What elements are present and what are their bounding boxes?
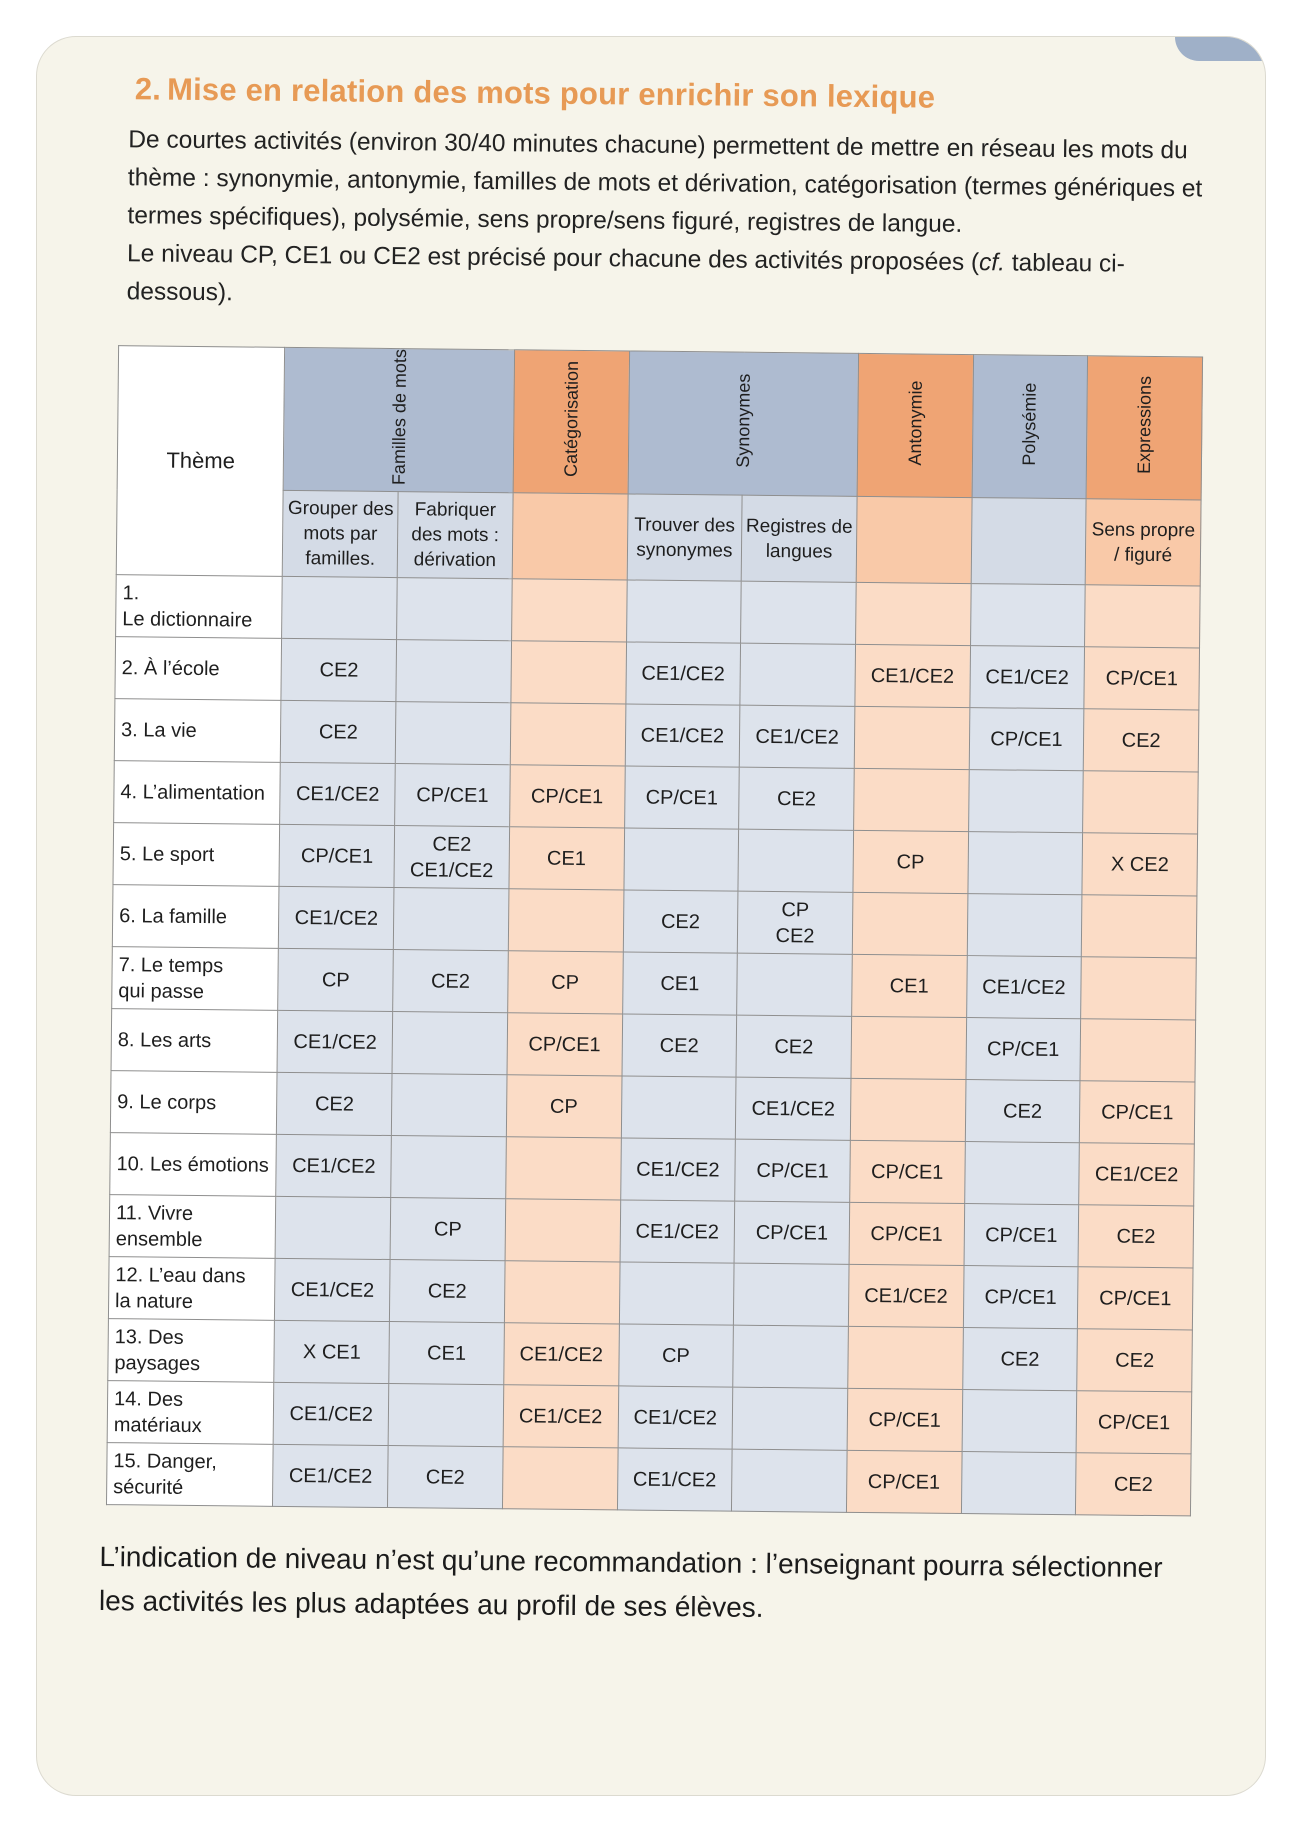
table-row — [112, 885, 1197, 958]
table-row — [114, 699, 1199, 772]
level-cell-grouper: CP/CE1 — [279, 824, 394, 887]
level-cell-categorisation — [502, 1447, 617, 1510]
level-cell-trouver — [626, 580, 741, 643]
intro-p2-end: tableau ci-dessous). — [126, 249, 1126, 307]
level-cell-grouper: CE1/CE2 — [275, 1258, 390, 1321]
level-cell-sens: CE2 — [1076, 1453, 1191, 1516]
level-cell-antonymie: CP/CE1 — [847, 1388, 962, 1451]
level-cell-polysemie — [970, 584, 1085, 647]
level-cell-sens: CE2 — [1078, 1205, 1193, 1268]
level-cell-registres: CE2 — [739, 767, 854, 830]
level-cell-registres — [737, 953, 852, 1016]
theme-cell: 6. La famille — [112, 885, 279, 949]
header-familles-label: Familles de mots — [388, 348, 410, 486]
level-cell-grouper: CE1/CE2 — [280, 762, 395, 825]
level-cell-registres — [740, 643, 855, 706]
level-cell-polysemie: CP/CE1 — [963, 1266, 1078, 1329]
level-cell-registres: CE1/CE2 — [739, 705, 854, 768]
level-cell-antonymie — [855, 582, 970, 645]
intro-text — [126, 121, 1204, 322]
theme-cell: 7. Le temps qui passe — [112, 947, 279, 1011]
level-cell-categorisation: CE1/CE2 — [503, 1385, 618, 1448]
section-number: 2. — [134, 71, 162, 107]
level-cell-fabriquer — [392, 1012, 507, 1075]
theme-header: Thème — [116, 346, 285, 577]
level-cell-sens: CE1/CE2 — [1079, 1143, 1194, 1206]
level-cell-sens: CP/CE1 — [1084, 647, 1199, 710]
level-cell-grouper: CE2 — [277, 1072, 392, 1135]
level-cell-sens: CE2 — [1083, 709, 1198, 772]
table-row — [116, 575, 1201, 648]
level-cell-categorisation — [511, 641, 626, 704]
level-cell-registres: CP CE2 — [737, 891, 852, 954]
level-cell-fabriquer — [392, 1074, 507, 1137]
section-title-text: Mise en relation des mots pour enrichir son lexique — [166, 71, 936, 115]
level-cell-categorisation: CE1 — [509, 827, 624, 890]
level-cell-categorisation — [504, 1261, 619, 1324]
table-row — [111, 1009, 1196, 1082]
level-cell-polysemie: CP/CE1 — [964, 1204, 1079, 1267]
header-polysemie — [972, 355, 1088, 499]
theme-cell: 11. Vivre ensemble — [109, 1195, 276, 1259]
level-cell-registres — [733, 1325, 848, 1388]
level-cell-sens: X CE2 — [1082, 833, 1197, 896]
subheader-categorisation-empty — [512, 493, 628, 580]
level-cell-antonymie — [853, 768, 968, 831]
level-cell-trouver — [621, 1076, 736, 1139]
header-synonymes — [628, 351, 859, 496]
subheader-fabriquer — [397, 492, 513, 579]
table-body — [106, 575, 1200, 1516]
level-cell-registres — [732, 1387, 847, 1450]
level-cell-fabriquer: CE2 — [388, 1446, 503, 1509]
level-cell-antonymie: CP/CE1 — [846, 1450, 961, 1513]
level-cell-trouver: CE1 — [622, 952, 737, 1015]
table-row — [110, 1071, 1195, 1144]
level-cell-polysemie: CE1/CE2 — [966, 956, 1081, 1019]
level-cell-antonymie: CP — [853, 830, 968, 893]
level-cell-fabriquer: CP/CE1 — [395, 764, 510, 827]
subheader-fabriquer-label: Fabriquer des mots : dérivation — [411, 499, 500, 572]
table-row — [114, 761, 1199, 834]
level-cell-grouper: CE1/CE2 — [279, 886, 394, 949]
level-cell-antonymie: CP/CE1 — [849, 1202, 964, 1265]
subheader-sens — [1085, 499, 1201, 586]
level-cell-sens — [1083, 771, 1198, 834]
subheader-polysemie-empty — [971, 498, 1087, 585]
level-cell-grouper: CE1/CE2 — [277, 1010, 392, 1073]
header-categorisation-label: Catégorisation — [560, 360, 582, 478]
header-synonymes-label: Synonymes — [732, 373, 754, 468]
level-cell-trouver: CE1/CE2 — [617, 1448, 732, 1511]
table-row — [106, 1443, 1191, 1516]
level-cell-categorisation: CE1/CE2 — [504, 1323, 619, 1386]
header-expressions — [1086, 356, 1202, 500]
table-row — [112, 947, 1197, 1020]
level-cell-polysemie: CE2 — [962, 1328, 1077, 1391]
theme-cell: 15. Danger, sécurité — [106, 1443, 273, 1507]
table-row — [107, 1381, 1192, 1454]
theme-cell: 13. Des paysages — [108, 1319, 275, 1383]
theme-cell: 10. Les émotions — [110, 1133, 277, 1197]
theme-cell: 2. À l’école — [115, 637, 282, 701]
level-cell-fabriquer: CE2 CE1/CE2 — [394, 826, 509, 889]
level-cell-trouver — [623, 828, 738, 891]
table-row — [113, 823, 1198, 896]
level-cell-trouver: CE1/CE2 — [625, 642, 740, 705]
level-cell-trouver: CP — [618, 1324, 733, 1387]
level-cell-trouver: CE1/CE2 — [618, 1386, 733, 1449]
table-row — [109, 1195, 1194, 1268]
header-antonymie-label: Antonymie — [904, 379, 926, 466]
level-cell-polysemie — [967, 894, 1082, 957]
level-cell-sens: CP/CE1 — [1080, 1081, 1195, 1144]
level-cell-fabriquer: CP — [390, 1198, 505, 1261]
level-cell-registres: CE1/CE2 — [736, 1077, 851, 1140]
subheader-registres-label: Registres de langues — [745, 515, 853, 563]
level-cell-trouver: CP/CE1 — [624, 766, 739, 829]
level-cell-trouver: CE1/CE2 — [625, 704, 740, 767]
level-cell-sens — [1085, 585, 1200, 648]
level-cell-categorisation — [508, 889, 623, 952]
subheader-trouver-label: Trouver des synonymes — [634, 514, 736, 562]
section-title — [135, 71, 1217, 118]
level-cell-grouper: CE2 — [281, 638, 396, 701]
level-cell-polysemie: CE1/CE2 — [969, 646, 1084, 709]
header-familles — [284, 347, 515, 492]
level-cell-categorisation — [510, 703, 625, 766]
level-cell-fabriquer — [393, 888, 508, 951]
theme-cell: 14. Des matériaux — [107, 1381, 274, 1445]
level-cell-fabriquer: CE1 — [389, 1322, 504, 1385]
level-cell-antonymie: CP/CE1 — [850, 1140, 965, 1203]
subheader-grouper — [283, 490, 399, 577]
table-row — [108, 1257, 1193, 1330]
theme-cell: 8. Les arts — [111, 1009, 278, 1073]
level-cell-antonymie: CE1/CE2 — [848, 1264, 963, 1327]
level-cell-registres — [738, 829, 853, 892]
header-polysemie-label: Polysémie — [1019, 382, 1041, 466]
intro-p2-start: Le niveau CP, CE1 ou CE2 est précisé pour chacune des activités proposées ( — [126, 240, 980, 277]
level-cell-polysemie — [961, 1452, 1076, 1515]
theme-cell: 1. Le dictionnaire — [116, 575, 283, 639]
theme-cell: 12. L’eau dans la nature — [108, 1257, 275, 1321]
level-cell-grouper: CE1/CE2 — [274, 1382, 389, 1445]
level-cell-grouper: X CE1 — [274, 1320, 389, 1383]
table-header-row — [117, 346, 1202, 500]
level-cell-sens: CE2 — [1077, 1329, 1192, 1392]
level-cell-sens: CP/CE1 — [1078, 1267, 1193, 1330]
level-cell-fabriquer — [395, 702, 510, 765]
theme-cell: 5. Le sport — [113, 823, 280, 887]
intro-paragraph-2 — [126, 235, 1203, 322]
footnote: L’indication de niveau n’est qu’une recommandation : l’enseignant pourra sélectionner les activités les plus adaptées au profil de ses élèves. — [98, 1541, 1163, 1624]
level-cell-categorisation: CP — [506, 1075, 621, 1138]
level-cell-registres: CP/CE1 — [735, 1139, 850, 1202]
level-cell-categorisation — [506, 1137, 621, 1200]
intro-paragraph-1: De courtes activités (environ 30/40 minutes chacune) permettent de mettre en réseau les mots du thème : synonymie, antonymie, familles de mots et dérivation, catégorisation (termes génériques et termes spécifiques), polysémie, sens propre/sens figuré, registres de langue. — [127, 126, 1203, 238]
subheader-registres — [741, 495, 857, 582]
page-content — [90, 71, 1216, 1663]
level-cell-trouver — [619, 1262, 734, 1325]
level-cell-grouper — [276, 1196, 391, 1259]
level-cell-registres — [734, 1263, 849, 1326]
level-cell-polysemie — [968, 770, 1083, 833]
level-cell-grouper — [282, 576, 397, 639]
intro-p2-cf: cf. — [978, 249, 1006, 277]
header-categorisation — [513, 350, 629, 494]
level-cell-antonymie — [852, 892, 967, 955]
level-cell-sens: CP/CE1 — [1076, 1391, 1191, 1454]
level-cell-fabriquer: CE2 — [393, 950, 508, 1013]
theme-cell: 4. L’alimentation — [114, 761, 281, 825]
level-cell-polysemie — [962, 1390, 1077, 1453]
level-cell-polysemie: CE2 — [965, 1080, 1080, 1143]
level-cell-fabriquer — [397, 578, 512, 641]
level-cell-sens — [1081, 957, 1196, 1020]
activity-table — [106, 345, 1203, 1516]
table-row — [115, 637, 1200, 710]
level-cell-polysemie — [968, 832, 1083, 895]
header-expressions-label: Expressions — [1133, 375, 1155, 475]
level-cell-antonymie — [851, 1016, 966, 1079]
level-cell-antonymie: CE1/CE2 — [855, 644, 970, 707]
table-row — [108, 1319, 1193, 1392]
level-cell-sens — [1082, 895, 1197, 958]
table-row — [110, 1133, 1195, 1206]
level-cell-trouver: CE2 — [622, 1014, 737, 1077]
level-cell-antonymie — [854, 706, 969, 769]
level-cell-categorisation — [505, 1199, 620, 1262]
level-cell-polysemie: CP/CE1 — [966, 1018, 1081, 1081]
page-corner-tab — [1175, 37, 1265, 61]
level-cell-registres — [732, 1449, 847, 1512]
book-page — [36, 36, 1266, 1796]
level-cell-fabriquer — [391, 1136, 506, 1199]
theme-cell: 9. Le corps — [110, 1071, 277, 1135]
level-cell-grouper: CP — [278, 948, 393, 1011]
level-cell-antonymie: CE1 — [852, 954, 967, 1017]
level-cell-antonymie — [848, 1326, 963, 1389]
level-cell-fabriquer: CE2 — [390, 1260, 505, 1323]
subheader-grouper-label: Grouper des mots par familles. — [287, 497, 394, 570]
level-cell-fabriquer — [388, 1384, 503, 1447]
level-cell-registres — [741, 581, 856, 644]
subheader-trouver — [627, 494, 743, 581]
level-cell-grouper: CE1/CE2 — [273, 1444, 388, 1507]
level-cell-sens — [1080, 1019, 1195, 1082]
level-cell-categorisation: CP — [507, 951, 622, 1014]
header-antonymie — [857, 353, 973, 497]
level-cell-polysemie — [964, 1142, 1079, 1205]
level-cell-trouver: CE1/CE2 — [620, 1138, 735, 1201]
level-cell-polysemie: CP/CE1 — [969, 708, 1084, 771]
level-cell-registres: CE2 — [736, 1015, 851, 1078]
subheader-sens-label: Sens propre / figuré — [1091, 518, 1196, 566]
level-cell-categorisation: CP/CE1 — [507, 1013, 622, 1076]
level-cell-registres: CP/CE1 — [734, 1201, 849, 1264]
level-cell-grouper: CE1/CE2 — [276, 1134, 391, 1197]
theme-cell: 3. La vie — [114, 699, 281, 763]
level-cell-trouver: CE2 — [623, 890, 738, 953]
level-cell-antonymie — [850, 1078, 965, 1141]
level-cell-categorisation — [511, 579, 626, 642]
level-cell-trouver: CE1/CE2 — [620, 1200, 735, 1263]
level-cell-grouper: CE2 — [281, 700, 396, 763]
level-cell-fabriquer — [396, 640, 511, 703]
subheader-antonymie-empty — [856, 496, 972, 583]
level-cell-categorisation: CP/CE1 — [509, 765, 624, 828]
